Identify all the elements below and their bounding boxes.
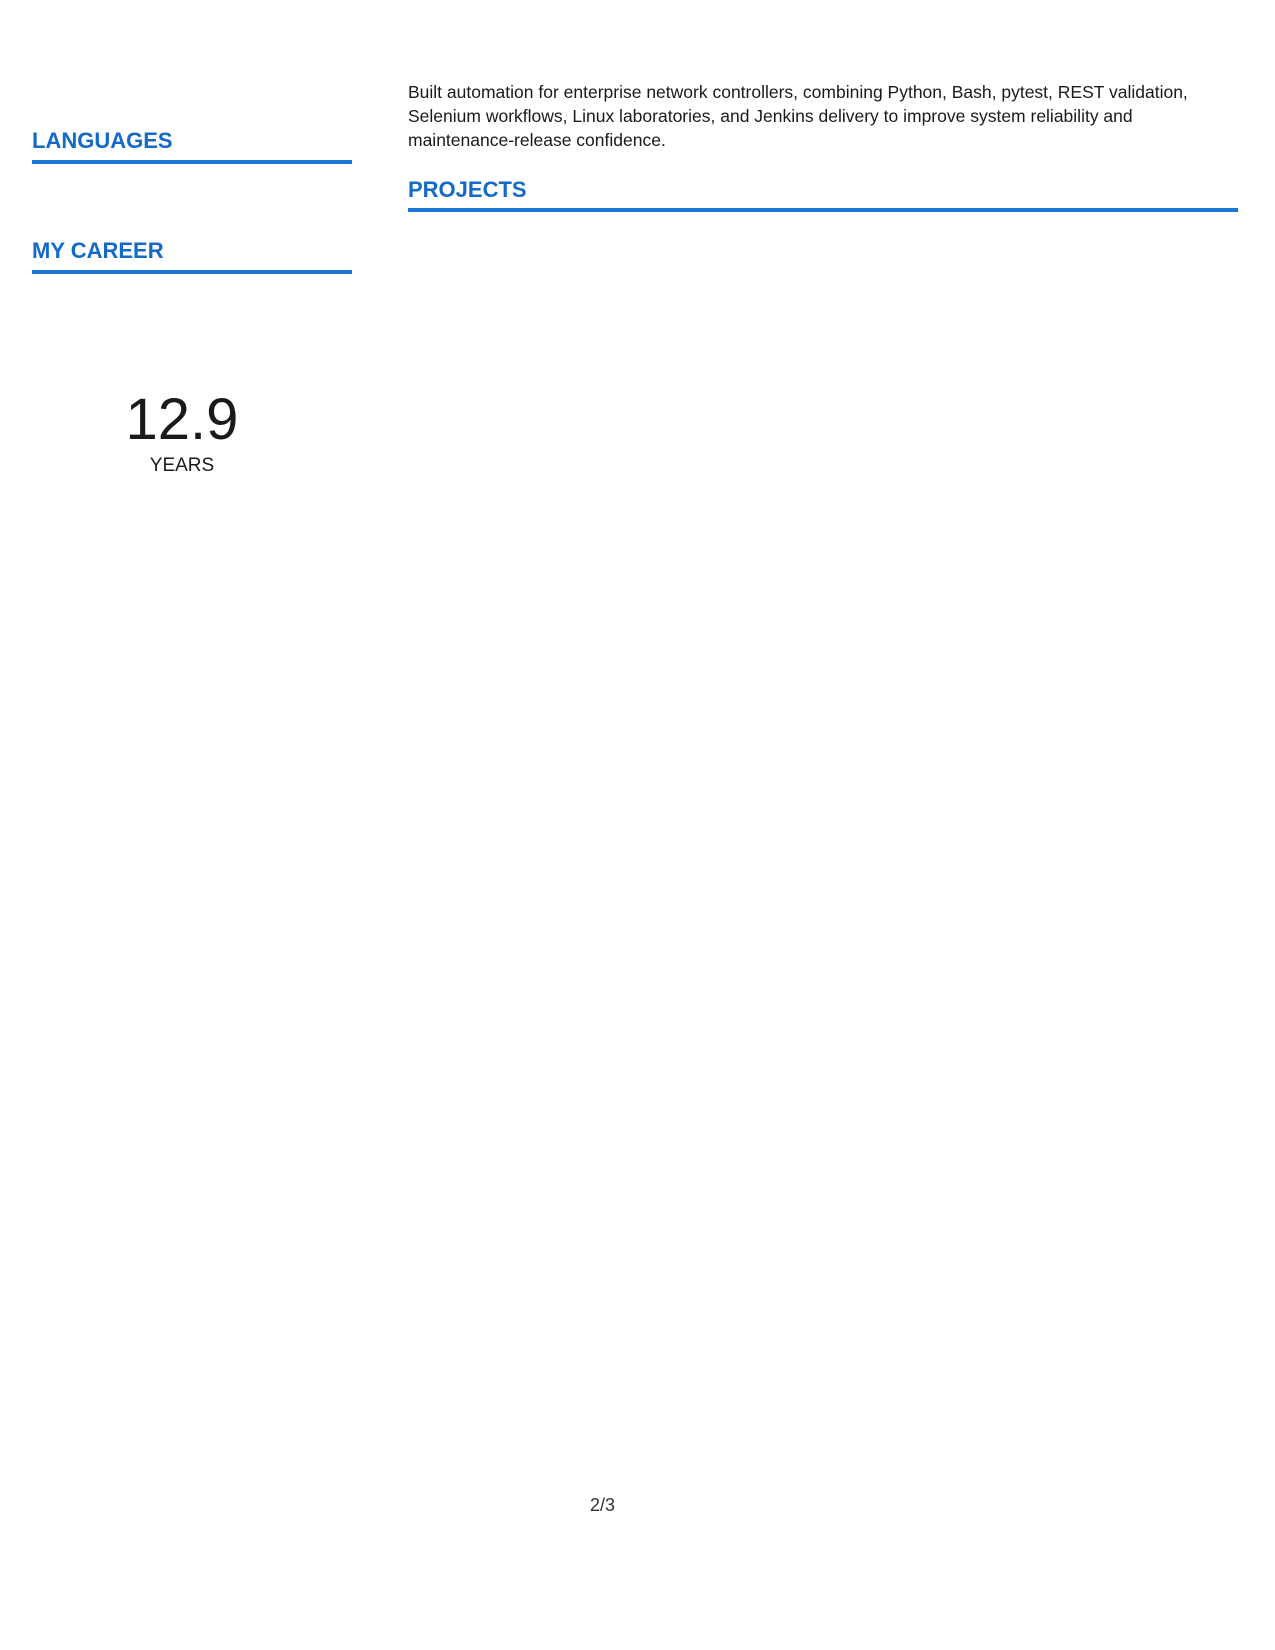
career-total-value: 12.9: [125, 387, 239, 452]
languages-heading: LANGUAGES: [32, 128, 352, 164]
projects-heading: PROJECTS: [408, 178, 1238, 212]
continued-job: [408, 80, 1238, 152]
job-summary: Built automation for enterprise network controllers, combining Python, Bash, pytest, REST validation, Selenium workflows, Linux laboratories, and Jenkins delivery to improve system reliability and maintenance-release confidence.: [408, 82, 1188, 150]
career-donut-chart: [62, 314, 302, 554]
career-section: [32, 238, 352, 554]
main-content: [408, 80, 1238, 212]
sidebar: [32, 80, 352, 586]
donut-center: [62, 314, 302, 554]
page-number: 2/3: [590, 1495, 616, 1515]
languages-section: [32, 128, 352, 164]
career-total-unit: YEARS: [149, 455, 215, 476]
projects-section: [408, 178, 1238, 212]
career-heading: MY CAREER: [32, 238, 352, 274]
